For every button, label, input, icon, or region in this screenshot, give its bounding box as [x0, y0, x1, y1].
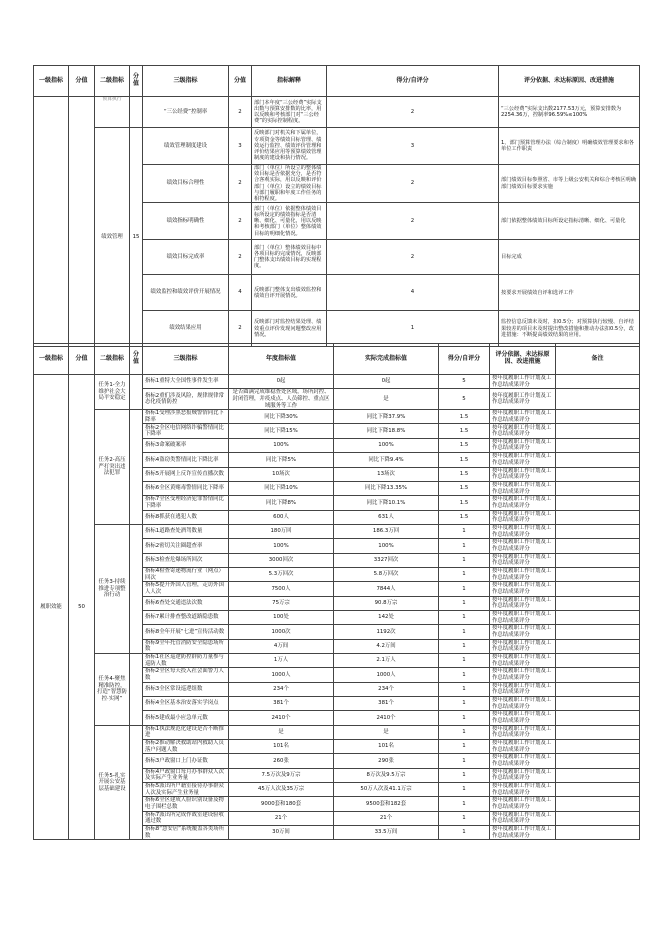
level2-score-cell [130, 97, 143, 128]
actual-value: 5.8万回次 [334, 567, 439, 581]
scoring-basis: 按年度履职工作计划及工作总结成果评分 [490, 811, 556, 825]
table-row [34, 653, 640, 667]
header-score: 分值 [69, 66, 95, 97]
remarks-cell [556, 438, 640, 452]
remarks-cell [556, 653, 640, 667]
indicator-name: 指标2推动解决救助站内救助人员落户问题人数 [143, 740, 229, 754]
self-score: 1.5 [439, 410, 490, 424]
scoring-basis: 按要求开展绩效自评和选评工作 [499, 275, 640, 311]
actual-value: 631人 [334, 510, 439, 524]
scoring-basis: 按年度履职工作计划及工作总结成果评分 [490, 567, 556, 581]
annual-target: 7.5万次及9万宗 [229, 768, 334, 782]
header-level3: 三级指标 [143, 66, 229, 97]
remarks-cell [556, 797, 640, 811]
actual-value: 同比下降13.35% [334, 481, 439, 495]
indicator-name: 指标5提升外国人管理，走访外国人人次 [143, 582, 229, 596]
annual-target: 9000套和180套 [229, 797, 334, 811]
scoring-basis: 部门绩效目标参照省、市等上级公安机关和综合考核区明确部门绩效目标要求实施 [499, 165, 640, 203]
actual-value: 2410个 [334, 711, 439, 725]
level2-cell: 绩效管理 [95, 128, 130, 347]
annual-target: 同比下降15% [229, 424, 334, 438]
actual-value: 33.5万间 [334, 826, 439, 840]
header-score: 分值 [229, 66, 252, 97]
self-score: 1 [439, 639, 490, 653]
actual-value: 186.3万回 [334, 524, 439, 538]
task-group-cell: 任务3-持续推进专项整治行动 [95, 524, 130, 653]
actual-value: 13场次 [334, 467, 439, 481]
annual-target: 100处 [229, 610, 334, 624]
actual-value: 同比下降18.8% [334, 424, 439, 438]
task-group-cell: 任务4-聚焦精准防控，打造“智慧防控·实网” [95, 653, 130, 725]
indicator-name: 指标7全区受理经济犯罪警情同比下降率 [143, 496, 229, 510]
table-row [34, 524, 640, 538]
self-score: 1 [439, 596, 490, 610]
self-score: 1 [439, 725, 490, 739]
header-annual-target: 年度指标值 [229, 344, 334, 375]
indicator-name: 指标1道路查处酒驾数量 [143, 524, 229, 538]
self-score: 1.5 [439, 496, 490, 510]
header-score: 分值 [69, 344, 95, 375]
scoring-basis: 按年度履职工作计划及工作总结成果评分 [490, 711, 556, 725]
remarks-cell [556, 524, 640, 538]
annual-target: 10场次 [229, 467, 334, 481]
scoring-basis: “三公经费”实际支出数2177.53万元，预算安排数为2254.36万，控制率96.59%≤100% [499, 97, 640, 128]
scoring-basis: 按年度履职工作计划及工作总结成果评分 [490, 697, 556, 711]
remarks-cell [556, 711, 640, 725]
remarks-cell [556, 740, 640, 754]
annual-target: 同比下降30% [229, 410, 334, 424]
table-row [34, 375, 640, 389]
scoring-basis: 按年度履职工作计划及工作总结成果评分 [490, 610, 556, 624]
header-level2: 二级指标 [95, 344, 130, 375]
remarks-cell [556, 496, 640, 510]
indicator-score: 2 [229, 240, 252, 275]
self-score: 2 [327, 97, 499, 128]
indicator-score: 2 [229, 97, 252, 128]
remarks-cell [556, 754, 640, 768]
annual-target: 同比下降10% [229, 481, 334, 495]
actual-value: 290张 [334, 754, 439, 768]
indicator-score: 2 [229, 203, 252, 240]
indicator-name: 绩效目标合理性 [143, 165, 229, 203]
indicator-name: 指标6查处交通违法次数 [143, 596, 229, 610]
actual-value: 是 [334, 389, 439, 410]
table-row [34, 725, 640, 739]
remarks-cell [556, 553, 640, 567]
indicator-explanation: 反映部门整体支出绩效监控和绩效自评开展情况。 [252, 275, 327, 311]
self-score: 1.5 [439, 467, 490, 481]
remarks-cell [556, 783, 640, 797]
indicator-name: 指标3命案破案率 [143, 438, 229, 452]
scoring-basis: 按年度履职工作计划及工作总结成果评分 [490, 524, 556, 538]
scoring-basis: 按年度履职工作计划及工作总结成果评分 [490, 510, 556, 524]
indicator-name: 指标3户政窗口上门办证数 [143, 754, 229, 768]
indicator-name: 指标2全区电信网络诈骗警情同比下降率 [143, 424, 229, 438]
self-score: 3 [327, 128, 499, 165]
scoring-basis: 按年度履职工作计划及工作总结成果评分 [490, 539, 556, 553]
header-level3: 三级指标 [143, 344, 229, 375]
annual-target: 101名 [229, 740, 334, 754]
indicator-name: 指标1执法规范化建设是否不断推进 [143, 725, 229, 739]
task-group-cell: 任务1-全力维护社会大局平安稳定 [95, 375, 130, 410]
actual-value: 381个 [334, 697, 439, 711]
annual-target: 是 [229, 725, 334, 739]
indicator-explanation: 部门（单位）整体绩效目标中各项目标的完成情况，反映部门整体支出绩效目标的实现程度。 [252, 240, 327, 275]
indicator-name: 绩效目标完成率 [143, 240, 229, 275]
indicator-explanation: 部门本年度“三公经费”实际支出数与预算安排数的比率，用以反映和考核部门对“三公经费”的实际控制程度。 [252, 97, 327, 128]
indicator-name: 指标8“慧安居”系统覆盖各类场所数 [143, 826, 229, 840]
header-actual-value: 实际完成指标值 [334, 344, 439, 375]
scoring-basis: 按年度履职工作计划及工作总结成果评分 [490, 797, 556, 811]
indicator-score: 2 [229, 311, 252, 347]
indicator-name: 指标1受理涉黑恶报贼警情同比下降率 [143, 410, 229, 424]
level1-cell [34, 97, 69, 347]
scoring-basis: 按年度履职工作计划及工作总结成果评分 [490, 453, 556, 467]
indicator-name: 指标5派出所户籍室接待办事群众人次及实际产生业务量 [143, 783, 229, 797]
self-score: 1 [439, 826, 490, 840]
actual-value: 50万人次及41.1万宗 [334, 783, 439, 797]
actual-value: 同比下降37.9% [334, 410, 439, 424]
header-score: 分值 [130, 344, 143, 375]
table-row [34, 128, 640, 165]
actual-value: 100% [334, 539, 439, 553]
annual-target: 是否圆满完成维稳查处区域，场所封控、封闭管理，并疫戍点、人员筛控、重点区域服务等工作 [229, 389, 334, 410]
remarks-cell [556, 424, 640, 438]
indicator-name: 指标4户政窗口每月办事群众人次及实际产生业务量 [143, 768, 229, 782]
actual-value: 142处 [334, 610, 439, 624]
indicator-name: 指标6全区黄赌毒警情同比下降率 [143, 481, 229, 495]
self-score: 1 [439, 740, 490, 754]
scoring-basis: 按年度履职工作计划及工作总结成果评分 [490, 410, 556, 424]
remarks-cell [556, 567, 640, 581]
annual-target: 234个 [229, 682, 334, 696]
actual-value: 2.1万人 [334, 653, 439, 667]
scoring-basis: 按年度履职工作计划及工作总结成果评分 [490, 754, 556, 768]
self-score: 1 [439, 797, 490, 811]
table1-header-row [34, 66, 640, 97]
annual-target: 3000回次 [229, 553, 334, 567]
level1-score-cell [69, 97, 95, 347]
self-score: 2 [327, 165, 499, 203]
annual-target: 1万人 [229, 653, 334, 667]
self-score: 1 [439, 768, 490, 782]
task-group-score-cell [130, 375, 143, 410]
self-score: 1.5 [439, 453, 490, 467]
actual-value: 8万次及9.5万宗 [334, 768, 439, 782]
self-score: 1.5 [439, 510, 490, 524]
scoring-basis: 按年度履职工作计划及工作总结成果评分 [490, 375, 556, 389]
remarks-cell [556, 582, 640, 596]
annual-target: 45万人次及35万宗 [229, 783, 334, 797]
scoring-basis: 按年度履职工作计划及工作总结成果评分 [490, 389, 556, 410]
indicator-score: 3 [229, 128, 252, 165]
self-score: 1.5 [439, 424, 490, 438]
remarks-cell [556, 596, 640, 610]
actual-value: 21个 [334, 811, 439, 825]
self-score: 1 [439, 697, 490, 711]
level1-cell: 履职效能 [34, 375, 69, 840]
annual-target: 600人 [229, 510, 334, 524]
indicator-name: 指标2重们涉及风险，规律规律常态化疫情防控 [143, 389, 229, 410]
remarks-cell [556, 610, 640, 624]
header-self-score: 得分/自评分 [327, 66, 499, 97]
remarks-cell [556, 725, 640, 739]
annual-target: 2410个 [229, 711, 334, 725]
actual-value: 234个 [334, 682, 439, 696]
self-score: 1 [439, 582, 490, 596]
actual-value: 7844人 [334, 582, 439, 596]
annual-target: 180万回 [229, 524, 334, 538]
remarks-cell [556, 467, 640, 481]
actual-value: 4.2万间 [334, 639, 439, 653]
scoring-basis: 按年度履职工作计划及工作总结成果评分 [490, 496, 556, 510]
annual-target: 4万间 [229, 639, 334, 653]
actual-value: 同比下降10.1% [334, 496, 439, 510]
scoring-basis: 按年度履职工作计划及工作总结成果评分 [490, 596, 556, 610]
actual-value: 101名 [334, 740, 439, 754]
actual-value: 同比下降9.4% [334, 453, 439, 467]
annual-target: 同比下降8% [229, 496, 334, 510]
annual-target: 100% [229, 438, 334, 452]
indicator-name: 指标4检查寄递物流行业（网点）回次 [143, 567, 229, 581]
self-score: 1 [439, 653, 490, 667]
scoring-basis: 按年度履职工作计划及工作总结成果评分 [490, 553, 556, 567]
remarks-cell [556, 375, 640, 389]
indicator-name: 指标1重特大全国性事件发生率 [143, 375, 229, 389]
remarks-cell [556, 682, 640, 696]
remarks-cell [556, 811, 640, 825]
scoring-basis: 按年度履职工作计划及工作总结成果评分 [490, 639, 556, 653]
header-level2: 二级指标 [95, 66, 130, 97]
self-score: 1.5 [439, 438, 490, 452]
self-score: 1 [439, 553, 490, 567]
indicator-name: 指标4全区基本治安落实学岗点 [143, 697, 229, 711]
indicator-name: 指标1社区巡逻防控群防力量参与巡防人数 [143, 653, 229, 667]
indicator-name: 指标7派出所完成作战室建设验收通过数 [143, 811, 229, 825]
task-group-cell: 任务2-高压严打突出违法犯罪 [95, 410, 130, 525]
indicator-name: 绩效管理制度建设 [143, 128, 229, 165]
scoring-basis: 1、部门预算管理办法（综合制度）明确绩效管理要求和各单位工作职责 [499, 128, 640, 165]
self-score: 5 [439, 375, 490, 389]
annual-target: 1000次 [229, 625, 334, 639]
indicator-name: 指标8抓获在逃犯人数 [143, 510, 229, 524]
scoring-basis: 按年度履职工作计划及工作总结成果评分 [490, 768, 556, 782]
actual-value: 1000人 [334, 668, 439, 682]
actual-value: 9500套和182套 [334, 797, 439, 811]
remarks-cell [556, 539, 640, 553]
table-row [34, 97, 640, 128]
self-score: 1 [439, 539, 490, 553]
self-score: 2 [327, 240, 499, 275]
remarks-cell [556, 510, 640, 524]
self-score: 1 [439, 754, 490, 768]
indicator-name: 指标6全区建成人脸识别设备及物电子围栏总数 [143, 797, 229, 811]
remarks-cell [556, 639, 640, 653]
annual-target: 21个 [229, 811, 334, 825]
remarks-cell [556, 768, 640, 782]
header-explanation: 指标解释 [252, 66, 327, 97]
self-score: 1.5 [439, 481, 490, 495]
scoring-basis: 按年度履职工作计划及工作总结成果评分 [490, 783, 556, 797]
annual-target: 1000人 [229, 668, 334, 682]
scoring-basis: 按年度履职工作计划及工作总结成果评分 [490, 653, 556, 667]
actual-value: 1192次 [334, 625, 439, 639]
header-score: 分值 [130, 66, 143, 97]
remarks-cell [556, 389, 640, 410]
annual-target: 381个 [229, 697, 334, 711]
header-remarks: 备注 [556, 344, 640, 375]
remarks-cell [556, 453, 640, 467]
table-row [34, 410, 640, 424]
scoring-basis: 按年度履职工作计划及工作总结成果评分 [490, 682, 556, 696]
actual-value: 3327回次 [334, 553, 439, 567]
self-score: 1 [327, 311, 499, 347]
remarks-cell [556, 410, 640, 424]
scoring-basis: 按年度履职工作计划及工作总结成果评分 [490, 467, 556, 481]
indicator-score: 4 [229, 275, 252, 311]
scoring-basis: 按年度履职工作计划及工作总结成果评分 [490, 481, 556, 495]
indicator-name: 指标4盗窃类警情同比下降比率 [143, 453, 229, 467]
duty-efficiency-table [33, 343, 640, 840]
annual-target: 75万宗 [229, 596, 334, 610]
scoring-basis: 按年度履职工作计划及工作总结成果评分 [490, 424, 556, 438]
self-score: 1 [439, 567, 490, 581]
self-score: 1 [439, 711, 490, 725]
annual-target: 7500人 [229, 582, 334, 596]
level1-score-cell: 50 [69, 375, 95, 840]
scoring-basis: 按年度履职工作计划及工作总结成果评分 [490, 625, 556, 639]
self-score: 1 [439, 783, 490, 797]
scoring-basis: 按年度履职工作计划及工作总结成果评分 [490, 668, 556, 682]
indicator-name: 指标2密切关注圈超查率 [143, 539, 229, 553]
indicator-name: 指标7累计排查整改道路隐患数 [143, 610, 229, 624]
task-group-score-cell [130, 653, 143, 725]
indicator-name: 指标8全年开展“七进”宣传活动数 [143, 625, 229, 639]
indicator-name: 指标5开展网上反诈宣传直播次数 [143, 467, 229, 481]
header-basis: 评分依据、未达标原因、改进措施 [499, 66, 640, 97]
table2-header-row [34, 344, 640, 375]
actual-value: 是 [334, 725, 439, 739]
indicator-name: 指标9全年托管消防安全隐患场所数 [143, 639, 229, 653]
header-level1: 一级指标 [34, 66, 69, 97]
performance-management-table [33, 65, 640, 347]
scoring-basis: 目标完成 [499, 240, 640, 275]
scoring-basis: 按年度履职工作计划及工作总结成果评分 [490, 725, 556, 739]
indicator-name: 指标2全区每天投入社会面警力人数 [143, 668, 229, 682]
indicator-name: 绩效结果应用 [143, 311, 229, 347]
scoring-basis: 按年度履职工作计划及工作总结成果评分 [490, 826, 556, 840]
level2-score-cell: 15 [130, 128, 143, 347]
header-self-score: 得分/自评分 [439, 344, 490, 375]
actual-value: 0起 [334, 375, 439, 389]
self-score: 1 [439, 524, 490, 538]
indicator-name: 绩效指标明确性 [143, 203, 229, 240]
self-score: 1 [439, 668, 490, 682]
scoring-basis: 按年度履职工作计划及工作总结成果评分 [490, 740, 556, 754]
actual-value: 100% [334, 438, 439, 452]
remarks-cell [556, 697, 640, 711]
remarks-cell [556, 668, 640, 682]
indicator-explanation: 部门（单位）所设立的整体绩效目标是否依据充分，是否符合客观实际，用以反映和评价部门（单位）设立的绩效目标与部门履职和年度工作任务的相符程度。 [252, 165, 327, 203]
task-group-cell: 任务5-扎实开展公安基层基础建设 [95, 725, 130, 840]
indicator-score: 2 [229, 165, 252, 203]
scoring-basis: 部门依据整体绩效目标所设定指标清晰、细化、可量化 [499, 203, 640, 240]
annual-target: 100% [229, 539, 334, 553]
header-level1: 一级指标 [34, 344, 69, 375]
annual-target: 同比下降5% [229, 453, 334, 467]
scoring-basis: 监控信息反馈未及时，扣0.5分；对预算执行较慢、自评结果较差的项目未及时提出整改措施和推动办法扣0.5分，改进措施：不断提高绩效结果的应用。 [499, 311, 640, 347]
task-group-score-cell [130, 725, 143, 840]
indicator-explanation: 反映部门对机关和下属单位，专项资金等绩效目标管理、绩效运行监控、绩效评价管理和评价结果应用等预算绩效管理制度的建设和执行情况。 [252, 128, 327, 165]
annual-target: 260张 [229, 754, 334, 768]
self-score: 4 [327, 275, 499, 311]
indicator-explanation: 部门（单位）依据整体绩效目标所设定的绩效指标是否清晰、细化、可量化，用以反映和考核部门（单位）整体绩效目标的明细化情况。 [252, 203, 327, 240]
annual-target: 30万间 [229, 826, 334, 840]
self-score: 1 [439, 610, 490, 624]
indicator-name: 指标3检查危爆场所回次 [143, 553, 229, 567]
self-score: 1 [439, 811, 490, 825]
remarks-cell [556, 826, 640, 840]
scoring-basis: 按年度履职工作计划及工作总结成果评分 [490, 582, 556, 596]
self-score: 5 [439, 389, 490, 410]
self-score: 1 [439, 682, 490, 696]
indicator-name: 绩效监控和绩效评价开展情况 [143, 275, 229, 311]
self-score: 2 [327, 203, 499, 240]
remarks-cell [556, 625, 640, 639]
indicator-name: “三公经费”控制率 [143, 97, 229, 128]
annual-target: 0起 [229, 375, 334, 389]
header-basis: 评分依据、未达标原因、改进措施 [490, 344, 556, 375]
remarks-cell [556, 481, 640, 495]
scoring-basis: 按年度履职工作计划及工作总结成果评分 [490, 438, 556, 452]
annual-target: 5.3万回次 [229, 567, 334, 581]
task-group-score-cell [130, 410, 143, 525]
actual-value: 90.8万宗 [334, 596, 439, 610]
level2-cell: 预算执行 [95, 97, 130, 128]
indicator-name: 指标5建成最小应急单元数 [143, 711, 229, 725]
indicator-name: 指标3全区常设巡逻组数 [143, 682, 229, 696]
task-group-score-cell [130, 524, 143, 653]
self-score: 1 [439, 625, 490, 639]
indicator-explanation: 反映部门对监控结果处理、绩效重点评价发现问题整改应用情况。 [252, 311, 327, 347]
